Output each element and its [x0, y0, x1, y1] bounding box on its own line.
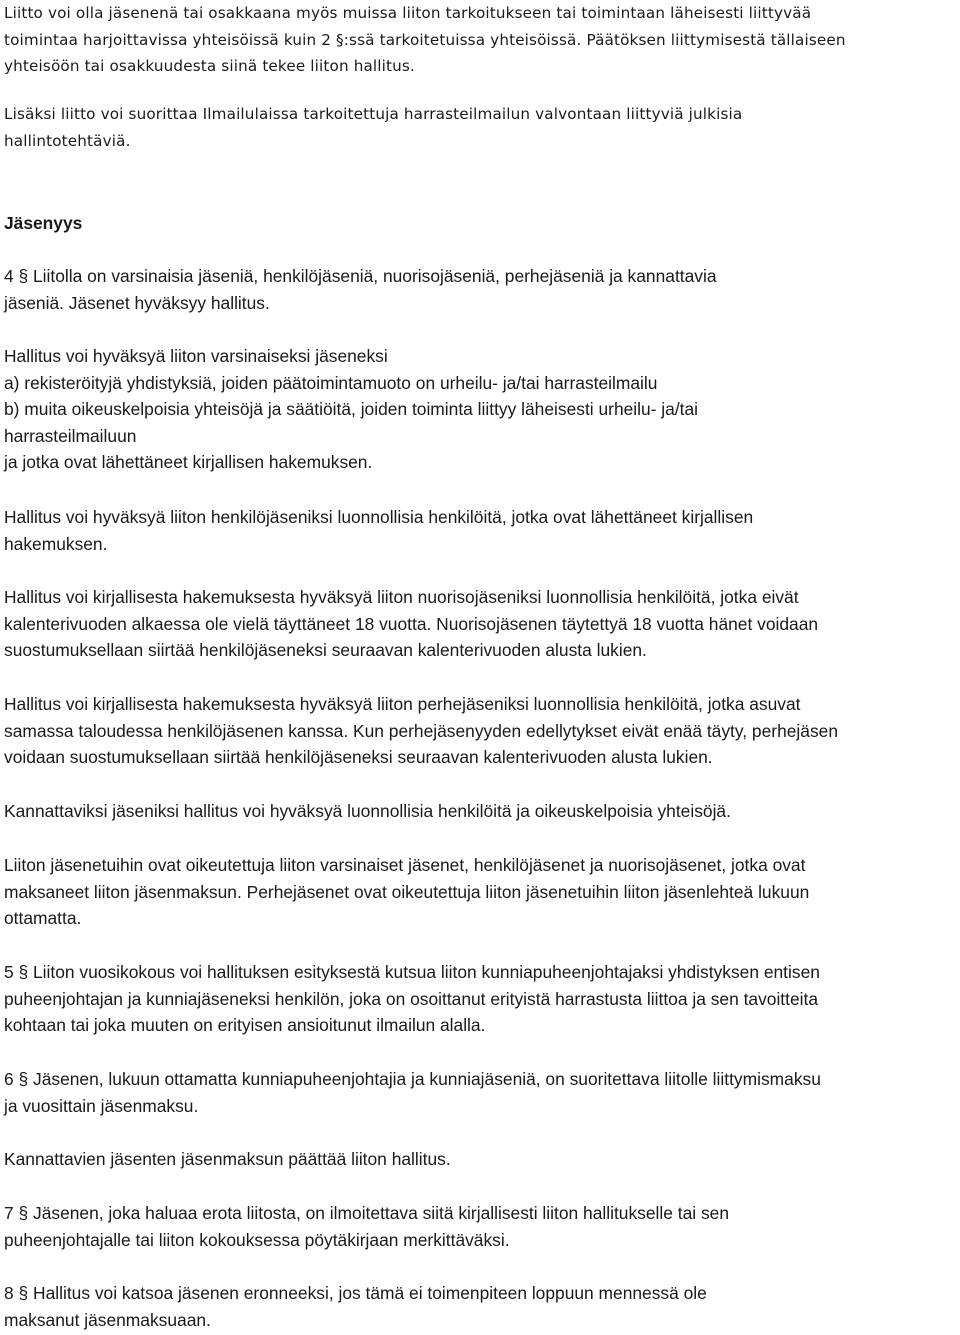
paragraph-jasenetuudet: [4, 852, 954, 932]
text-line: harrasteilmailuun: [4, 425, 137, 446]
paragraph-6b: [4, 1146, 954, 1173]
text-line: yhteisöön tai osakkuudesta siinä tekee liiton hallitus.: [4, 57, 415, 76]
text-line: hallintotehtäviä.: [4, 131, 131, 150]
text-line: Hallitus voi kirjallisesta hakemuksesta hyväksyä liiton perhejäseniksi luonnollisia henkilöitä, jotka asuvat: [4, 694, 801, 714]
text-line: Hallitus voi hyväksyä liiton varsinaiseksi jäseneksi: [4, 346, 388, 366]
text-line: Hallitus voi hyväksyä liiton henkilöjäseniksi luonnollisia henkilöitä, jotka ovat lähettäneet kirjallisen: [4, 507, 754, 527]
text-line: 7 § Jäsenen, joka haluaa erota liitosta, on ilmoitettava siitä kirjallisesti liiton hallitukselle tai sen: [4, 1203, 729, 1223]
paragraph-5: [4, 959, 954, 1039]
section-heading-jasenyys: Jäsenyys: [4, 213, 83, 233]
text-line: a) rekisteröityjä yhdistyksiä, joiden päätoimintamuoto on urheilu- ja/tai harrasteilmailu: [4, 372, 658, 393]
text-line: ja vuosittain jäsenmaksu.: [4, 1095, 199, 1116]
text-line: b) muita oikeuskelpoisia yhteisöjä ja säätiöitä, joiden toiminta liittyy läheisesti urheilu- ja/tai: [4, 399, 699, 420]
intro-paragraph-2: [4, 101, 954, 154]
paragraph-7: [4, 1200, 954, 1253]
text-line: toimintaa harjoittavissa yhteisöissä kuin 2 §:ssä tarkoitetuissa yhteisöissä. Päätöksen liittymisestä tällaiseen: [4, 30, 846, 49]
text-line: ja jotka ovat lähettäneet kirjallisen hakemuksen.: [4, 452, 373, 473]
text-line: kalenterivuoden alkaessa ole vielä täyttäneet 18 vuotta. Nuorisojäsenen täytettyä 18 vuotta hänet voidaan: [4, 613, 819, 634]
intro-paragraph-1: [4, 0, 954, 80]
text-line: 4 § Liitolla on varsinaisia jäseniä, henkilöjäseniä, nuorisojäseniä, perhejäseniä ja kannattavia: [4, 266, 717, 286]
text-line: Liiton jäsenetuihin ovat oikeutettuja liiton varsinaiset jäsenet, henkilöjäsenet ja nuorisojäsenet, jotka ovat: [4, 855, 806, 875]
text-line: hakemuksen.: [4, 533, 108, 554]
paragraph-henkilojasenet: [4, 504, 954, 557]
paragraph-6: [4, 1066, 954, 1119]
text-line: Kannattaviksi jäseniksi hallitus voi hyväksyä luonnollisia henkilöitä ja oikeuskelpoisia yhteisöjä.: [4, 801, 731, 821]
paragraph-4: [4, 263, 954, 316]
paragraph-perhejasenet: [4, 691, 954, 771]
text-line: maksanut jäsenmaksuaan.: [4, 1309, 211, 1330]
text-line: maksaneet liiton jäsenmaksun. Perhejäsenet ovat oikeutettuja liiton jäsenetuihin liiton jäsenlehteä lukuun: [4, 881, 810, 902]
text-line: ottamatta.: [4, 908, 82, 929]
text-line: 8 § Hallitus voi katsoa jäsenen eronneeksi, jos tämä ei toimenpiteen loppuun mennessä ole: [4, 1283, 707, 1303]
text-line: suostumuksellaan siirtää henkilöjäseneksi seuraavan kalenterivuoden alusta lukien.: [4, 640, 647, 661]
text-line: puheenjohtajalle tai liiton kokouksessa pöytäkirjaan merkittäväksi.: [4, 1229, 510, 1250]
paragraph-8: [4, 1280, 954, 1333]
text-line: kohtaan tai joka muuten on erityisen ansioitunut ilmailun alalla.: [4, 1015, 486, 1036]
text-line: voidaan suostumuksellaan siirtää henkilöjäseneksi seuraavan kalenterivuoden alusta lukien.: [4, 747, 713, 768]
text-line: 5 § Liiton vuosikokous voi hallituksen esityksestä kutsua liiton kunniapuheenjohtajaksi yhdistyksen entisen: [4, 962, 820, 982]
text-line: jäseniä. Jäsenet hyväksyy hallitus.: [4, 292, 270, 313]
text-line: Lisäksi liitto voi suorittaa Ilmailulaissa tarkoitettuja harrasteilmailun valvontaan liittyviä julkisia: [4, 105, 743, 123]
text-line: Kannattavien jäsenten jäsenmaksun päättää liiton hallitus.: [4, 1149, 451, 1169]
text-line: puheenjohtajan ja kunniajäseneksi henkilön, joka on osoittanut erityistä harrastusta liittoa ja sen tavoitteita: [4, 988, 819, 1009]
paragraph-kannattavat-jasenet: [4, 798, 954, 825]
paragraph-varsinaiset-jasenet: [4, 343, 954, 476]
text-line: Liitto voi olla jäsenenä tai osakkaana myös muissa liiton tarkoitukseen tai toimintaan läheisesti liittyvää: [4, 4, 812, 22]
paragraph-nuorisojasenet: [4, 584, 954, 664]
text-line: Hallitus voi kirjallisesta hakemuksesta hyväksyä liiton nuorisojäseniksi luonnollisia henkilöitä, jotka eivät: [4, 587, 799, 607]
text-line: samassa taloudessa henkilöjäsenen kanssa. Kun perhejäsenyyden edellytykset eivät enää täyty, perhejäsen: [4, 720, 838, 741]
text-line: 6 § Jäsenen, lukuun ottamatta kunniapuheenjohtajia ja kunniajäseniä, on suoritettava liitolle liittymismaksu: [4, 1069, 821, 1089]
